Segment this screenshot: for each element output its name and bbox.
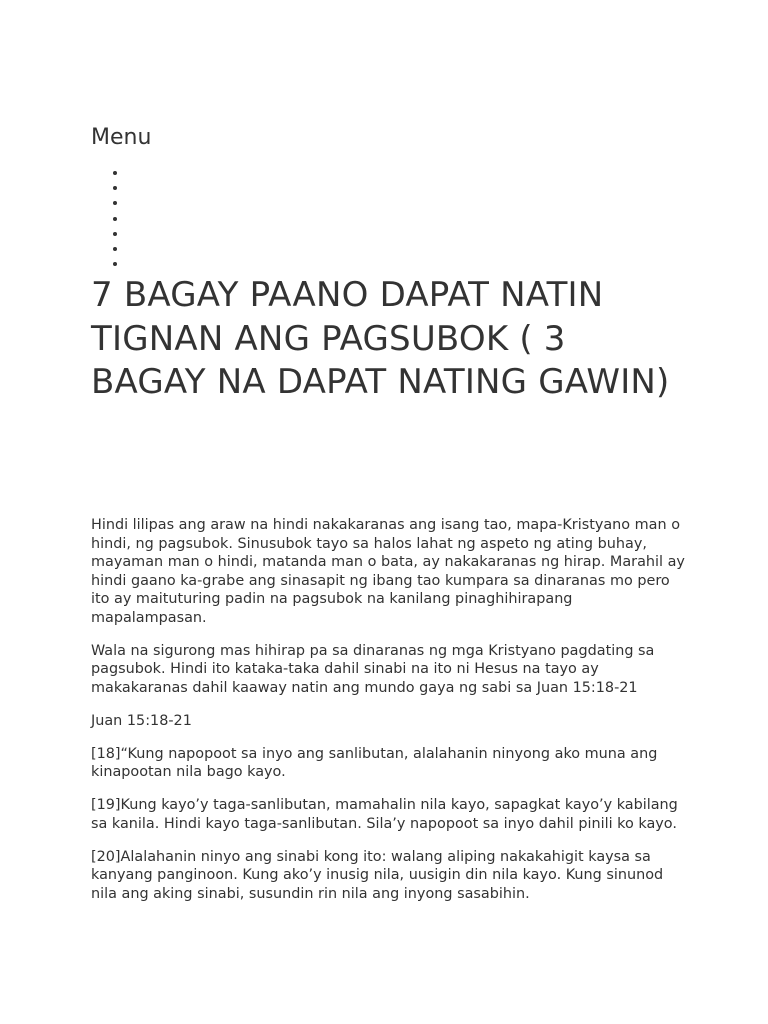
article-paragraph: Wala na sigurong mas hihirap pa sa dinaranas ng mga Kristyano pagdating sa pagsubok. Hindi ito kataka-taka dahil sinabi na ito ni Hesus na tayo ay makakaranas dahil kaaway natin ang mundo gaya ng sabi sa Juan 15:18-21 xyxy=(91,642,655,696)
scripture-verse: [19]Kung kayo’y taga-sanlibutan, mamahalin nila kayo, sapagkat kayo’y kabilang sa kanila. Hindi kayo taga-sanlibutan. Sila’y napopoot sa inyo dahil pinili ko kayo. xyxy=(91,797,678,832)
scripture-verse: [18]“Kung napopoot sa inyo ang sanlibutan, alalahanin ninyong ako muna ang kinapootan nila bago kayo. xyxy=(91,745,658,780)
scripture-reference: Juan 15:18-21 xyxy=(91,712,192,729)
menu-heading[interactable]: Menu xyxy=(91,125,152,150)
article-title: 7 BAGAY PAANO DAPAT NATIN TIGNAN ANG PAGSUBOK ( 3 BAGAY NA DAPAT NATING GAWIN) xyxy=(91,275,670,402)
scripture-verse: [20]Alalahanin ninyo ang sinabi kong ito: walang aliping nakakahigit kaysa sa kanyang panginoon. Kung ako’y inusig nila, uusigin din nila kayo. Kung sinunod nila ang aking sinabi, susundin rin nila ang inyong sasabihin. xyxy=(91,848,664,902)
article-paragraph: Hindi lilipas ang araw na hindi nakakaranas ang isang tao, mapa-Kristyano man o hindi, ng pagsubok. Sinusubok tayo sa halos lahat ng aspeto ng ating buhay, mayaman man o hindi, matanda man o bata, ay nakakaranas ng hirap. Marahil ay hindi gaano ka-grabe ang sinasapit ng ibang tao kumpara sa dinaranas mo pero ito ay maituturing padin na pagsubok na kanilang pinaghihirapang mapalampasan. xyxy=(91,517,685,626)
article-body xyxy=(91,516,691,918)
